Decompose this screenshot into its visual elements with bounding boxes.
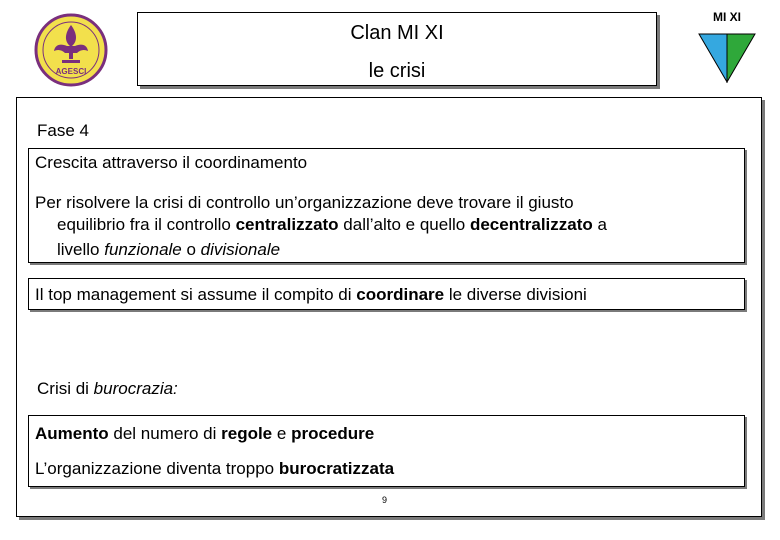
- badge-right-triangle: [727, 34, 755, 82]
- aumento-text: Aumento del numero di regole e procedure: [35, 424, 375, 443]
- phase-label: Fase 4: [37, 121, 89, 140]
- title-box: [137, 12, 657, 86]
- logo-bar: [62, 60, 80, 63]
- page-number: 9: [382, 495, 388, 505]
- badge-left-triangle: [699, 34, 727, 82]
- burocratizzata-text: L’organizzazione diventa troppo burocratizzata: [35, 459, 395, 478]
- slide-subtitle: le crisi: [368, 60, 426, 82]
- badge-label: MI XI: [712, 10, 741, 24]
- crisis-label: Crisi di burocrazia:: [37, 379, 178, 398]
- clan-badge-icon: [698, 33, 756, 83]
- heading-text: Crescita attraverso il coordinamento: [35, 153, 308, 172]
- para1-line3: livello funzionale o divisionale: [57, 240, 281, 259]
- para1-line1: Per risolvere la crisi di controllo un’organizzazione deve trovare il giusto: [35, 193, 574, 212]
- agesci-logo: [34, 13, 108, 87]
- slide-title: Clan MI XI: [350, 22, 444, 44]
- para1-line2: equilibrio fra il controllo centralizzato dall’alto e quello decentralizzato a: [57, 215, 607, 234]
- top-management-text: Il top management si assume il compito di coordinare le diverse divisioni: [35, 285, 587, 304]
- logo-text: AGESCI: [55, 67, 87, 76]
